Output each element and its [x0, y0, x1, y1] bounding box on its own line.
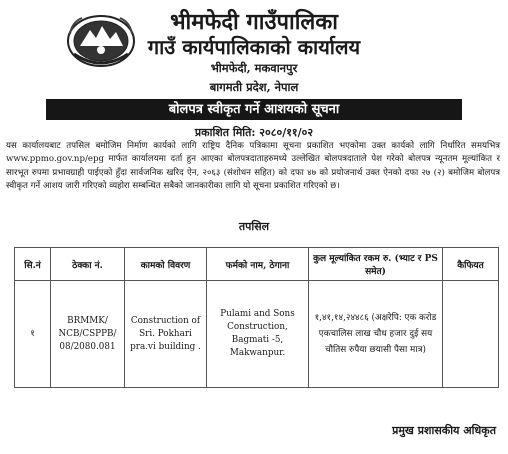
notice-title-banner: बोलपत्र स्वीकृत गर्ने आशयको सूचना — [46, 99, 462, 120]
contract-table — [14, 247, 499, 388]
office-name: गाउँ कार्यपालिकाको कार्यालय — [147, 35, 361, 59]
col-header-contract-no: ठेक्का नं. — [51, 248, 125, 281]
published-date: प्रकाशित मिति: २०८०/११/०२ — [194, 126, 314, 139]
tafsil-heading: तपसिल — [238, 220, 270, 233]
signatory: प्रमुख प्रशासकीय अधिकृत — [392, 424, 496, 437]
col-header-sn: सि.नं — [15, 248, 51, 281]
col-header-remarks: कैफियत — [443, 248, 499, 281]
table-header-row — [15, 248, 499, 281]
table-row — [15, 281, 499, 388]
municipality-name: भीमफेदी गाउँपालिका — [170, 9, 338, 35]
cell-description: Construction of Sri. Pokhari pra.vi building . — [125, 281, 207, 388]
office-location: भीमफेदी, मकवानपुर — [210, 61, 298, 75]
cell-firm: Pulami and Sons Construction, Bagmati -5, Makwanpur. — [207, 281, 309, 388]
col-header-amount: कुल मूल्यांकित रकम रु. (भ्याट र PS समेत) — [309, 248, 443, 281]
col-header-firm: फर्मको नाम, ठेगाना — [207, 248, 309, 281]
cell-contract-no: BRMMK/ NCB/CSPPB/ 08/2080.081 — [51, 281, 125, 388]
cell-sn: १ — [15, 281, 51, 388]
notice-body: यस कार्यालयबाट तपसिल बमोजिम निर्माण कार्यको लागि राष्ट्रिय दैनिक पत्रिकामा सूचना प्रकाशित भएकोमा उक्त कार्यको लागि निर्धारित समयभित्र www.ppmo.gov.np/epg मार्फत कार्यालयमा दर्ता हुन आएका बोलपत्रदाताहरुमध्ये उल्लेखित बोलपत्रदाताले पेश गरेको बोलपत्र न्यूनतम मूल्यांकित र सारभूत रुपमा प्रभावग्राही पाईएको हुँदा सार्वजनिक खरिद ऐन, २०६३ (संशोधन सहित) को दफा ४७ को प्रयोजनार्थ उक्त ऐनको दफा २७ (२) बमोजिम बोलपत्र स्वीकृत गर्ने आशय जारी गरिएको व्यहोरा सम्बन्धित सबैको जानकारीका लागि यो सूचना प्रकाशित गरिएको छ। — [6, 141, 500, 192]
cell-remarks — [443, 281, 499, 388]
col-header-description: कामको विवरण — [125, 248, 207, 281]
province-name: बागमती प्रदेश, नेपाल — [209, 80, 299, 94]
cell-amount: १,४१,१४,२४४८६ (अक्षरेपि: एक करोड एकचालिस लाख चौध हजार दुई सय चौतिस रुपैया छयासी पैसा मात्र) — [309, 281, 443, 388]
